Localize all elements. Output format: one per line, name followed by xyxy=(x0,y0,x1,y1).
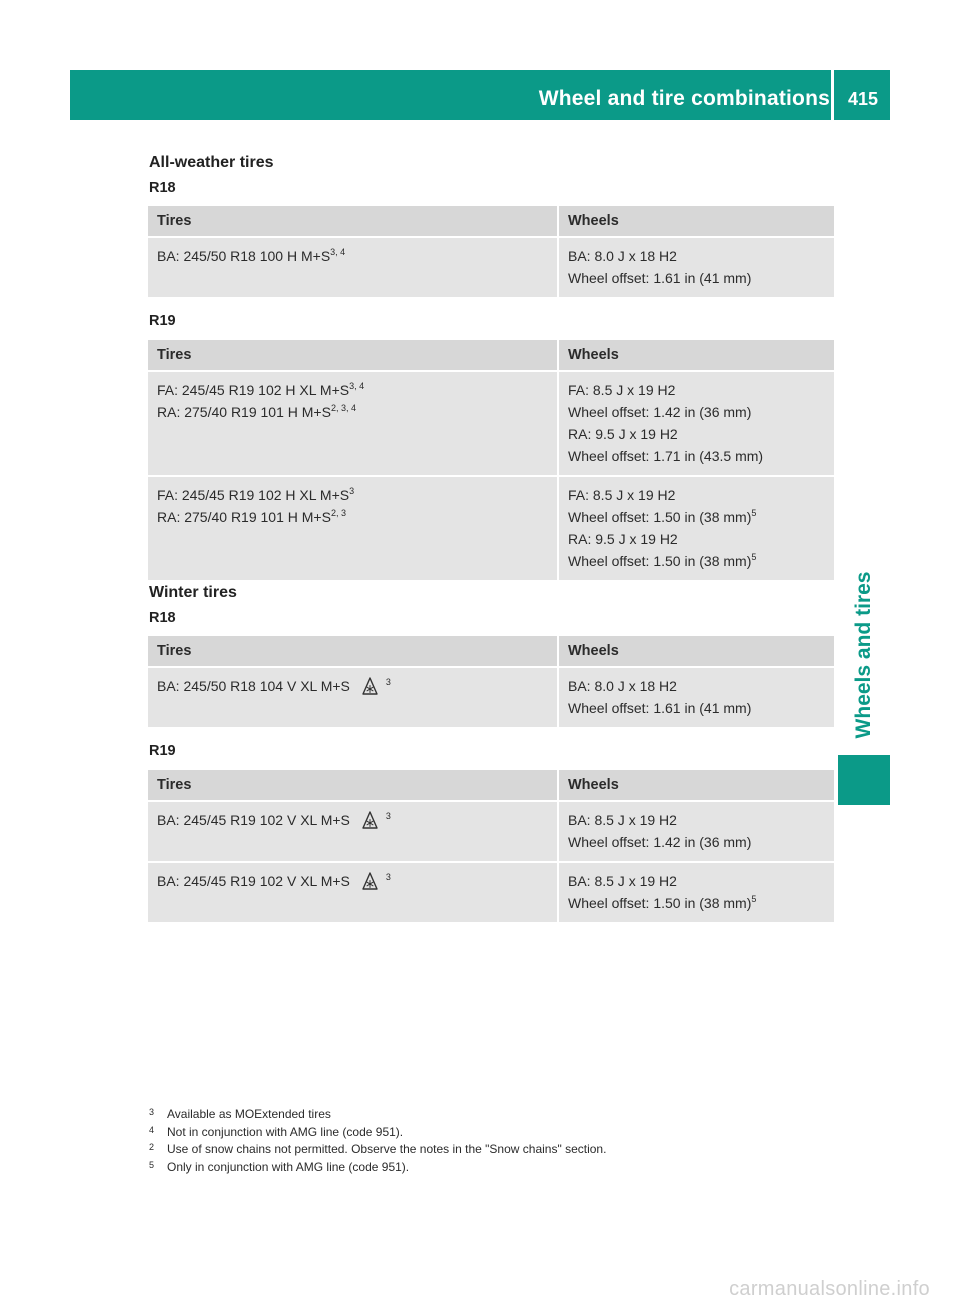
column-header-wheels: Wheels xyxy=(558,636,834,667)
footnote-reference: 5 xyxy=(751,552,757,562)
cell-text: BA: 245/50 R18 104 V XL M+S xyxy=(157,678,350,694)
cell-tires xyxy=(148,237,558,297)
cell-tires xyxy=(148,371,558,476)
cell-line xyxy=(568,831,825,853)
table-row xyxy=(148,667,834,727)
spec-table xyxy=(148,340,834,580)
cell-line xyxy=(568,528,825,550)
cell-text: RA: 275/40 R19 101 H M+S xyxy=(157,509,331,525)
cell-text: BA: 8.0 J x 18 H2 xyxy=(568,248,677,264)
spec-table xyxy=(148,636,834,727)
footnote xyxy=(149,1122,606,1140)
subsection-label-winter-r18: R18 xyxy=(149,610,176,626)
cell-text: Wheel offset: 1.61 in (41 mm) xyxy=(568,270,752,286)
cell-line xyxy=(157,675,548,697)
footnotes xyxy=(149,1104,606,1174)
cell-wheels xyxy=(558,667,834,727)
cell-text: Wheel offset: 1.42 in (36 mm) xyxy=(568,404,752,420)
footnote-number: 3 xyxy=(149,1107,155,1117)
column-header-wheels: Wheels xyxy=(558,340,834,371)
cell-text: BA: 245/50 R18 100 H M+S xyxy=(157,248,331,264)
footnote-text: Only in conjunction with AMG line (code 951). xyxy=(167,1159,410,1174)
column-header-tires: Tires xyxy=(148,206,558,237)
cell-line xyxy=(568,870,825,892)
column-header-wheels: Wheels xyxy=(558,770,834,801)
spec-table xyxy=(148,770,834,922)
cell-line xyxy=(568,675,825,697)
table-row xyxy=(148,476,834,580)
cell-wheels xyxy=(558,476,834,580)
column-header-wheels: Wheels xyxy=(558,206,834,237)
cell-wheels xyxy=(558,801,834,862)
footnote-reference: 3, 4 xyxy=(349,381,365,391)
table-row xyxy=(148,237,834,297)
page-number: 415 xyxy=(847,89,879,109)
table-row xyxy=(148,371,834,476)
cell-line xyxy=(568,506,825,528)
cell-text: BA: 8.0 J x 18 H2 xyxy=(568,678,677,694)
snowflake-mountain-icon xyxy=(362,811,378,829)
footnote-reference: 3 xyxy=(385,872,391,882)
section-title-all-weather: All-weather tires xyxy=(149,154,274,171)
footnote-reference: 5 xyxy=(751,508,757,518)
cell-text: RA: 275/40 R19 101 H M+S xyxy=(157,404,331,420)
cell-text: Wheel offset: 1.71 in (43.5 mm) xyxy=(568,448,764,464)
column-header-tires: Tires xyxy=(148,340,558,371)
cell-wheels xyxy=(558,862,834,922)
cell-tires xyxy=(148,667,558,727)
footnote xyxy=(149,1157,606,1175)
footnote-reference: 5 xyxy=(751,894,757,904)
cell-line xyxy=(568,697,825,719)
subsection-label-all-weather-r19: R19 xyxy=(149,313,176,329)
cell-text: Wheel offset: 1.61 in (41 mm) xyxy=(568,700,752,716)
cell-line xyxy=(568,401,825,423)
footnote-text: Available as MOExtended tires xyxy=(167,1107,331,1121)
chapter-tab xyxy=(838,560,890,750)
cell-line xyxy=(157,401,548,423)
cell-wheels xyxy=(558,237,834,297)
footnote-reference: 2, 3, 4 xyxy=(330,403,356,413)
column-header-tires: Tires xyxy=(148,636,558,667)
footnote-text: Not in conjunction with AMG line (code 951). xyxy=(167,1124,404,1139)
cell-text: FA: 8.5 J x 19 H2 xyxy=(568,382,676,398)
cell-text: FA: 245/45 R19 102 H XL M+S xyxy=(157,382,350,398)
footnote-number: 2 xyxy=(149,1142,155,1152)
cell-line xyxy=(157,379,548,401)
cell-text: BA: 8.5 J x 19 H2 xyxy=(568,873,677,889)
column-header-tires: Tires xyxy=(148,770,558,801)
cell-text: BA: 245/45 R19 102 V XL M+S xyxy=(157,873,350,889)
cell-line xyxy=(568,379,825,401)
footnote-reference: 3, 4 xyxy=(330,247,346,257)
cell-line xyxy=(157,870,548,892)
page-title: Wheel and tire combinations xyxy=(538,87,830,110)
cell-text: Wheel offset: 1.50 in (38 mm) xyxy=(568,895,752,911)
chapter-tab-label: Wheels and tires xyxy=(852,571,875,739)
cell-text: Wheel offset: 1.50 in (38 mm) xyxy=(568,553,752,569)
page-header xyxy=(70,70,890,120)
cell-text: BA: 8.5 J x 19 H2 xyxy=(568,812,677,828)
watermark: carmanualsonline.info xyxy=(729,1278,930,1300)
cell-tires xyxy=(148,801,558,862)
footnote-reference: 3 xyxy=(385,677,391,687)
footnote xyxy=(149,1104,606,1122)
snowflake-mountain-icon xyxy=(362,872,378,890)
cell-line xyxy=(568,809,825,831)
cell-line xyxy=(157,484,548,506)
footnote-reference: 2, 3 xyxy=(330,508,346,518)
cell-line xyxy=(568,892,825,914)
cell-wheels xyxy=(558,371,834,476)
cell-line xyxy=(157,506,548,528)
cell-text: FA: 245/45 R19 102 H XL M+S xyxy=(157,487,350,503)
cell-text: RA: 9.5 J x 19 H2 xyxy=(568,531,678,547)
cell-line xyxy=(157,809,548,831)
footnote-reference: 3 xyxy=(349,486,355,496)
cell-line xyxy=(568,267,825,289)
section-title-winter: Winter tires xyxy=(149,584,237,601)
cell-tires xyxy=(148,862,558,922)
subsection-label-all-weather-r18: R18 xyxy=(149,180,176,196)
cell-line xyxy=(568,484,825,506)
footnote-text: Use of snow chains not permitted. Observe the notes in the "Snow chains" section. xyxy=(167,1142,607,1156)
cell-text: Wheel offset: 1.50 in (38 mm) xyxy=(568,509,752,525)
chapter-marker xyxy=(838,755,890,805)
cell-line xyxy=(568,550,825,572)
cell-text: RA: 9.5 J x 19 H2 xyxy=(568,426,678,442)
cell-tires xyxy=(148,476,558,580)
spec-table xyxy=(148,206,834,297)
table-row xyxy=(148,801,834,862)
cell-text: BA: 245/45 R19 102 V XL M+S xyxy=(157,812,350,828)
cell-line xyxy=(568,423,825,445)
header-divider xyxy=(831,70,834,120)
cell-line xyxy=(568,245,825,267)
cell-text: Wheel offset: 1.42 in (36 mm) xyxy=(568,834,752,850)
cell-text: FA: 8.5 J x 19 H2 xyxy=(568,487,676,503)
snowflake-mountain-icon xyxy=(362,677,378,695)
cell-line xyxy=(157,245,548,267)
footnote xyxy=(149,1139,606,1157)
footnote-number: 5 xyxy=(149,1159,155,1170)
cell-line xyxy=(568,445,825,467)
footnote-number: 4 xyxy=(149,1124,155,1135)
subsection-label-winter-r19: R19 xyxy=(149,743,176,759)
footnote-reference: 3 xyxy=(385,811,391,821)
table-row xyxy=(148,862,834,922)
